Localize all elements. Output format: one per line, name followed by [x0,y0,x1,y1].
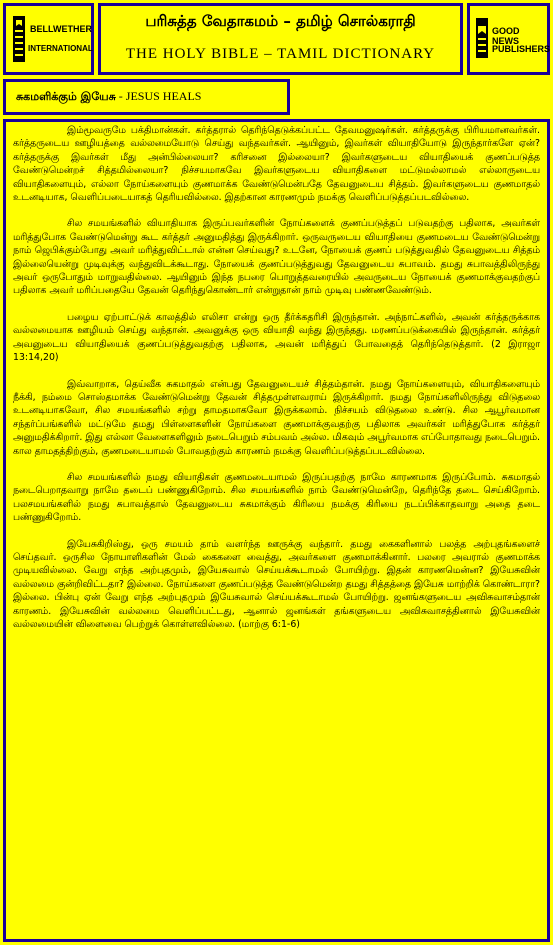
section-title [16,89,201,105]
publisher-name-line2: PUBLISHERS [492,44,551,54]
dictionary-title-box [98,3,463,75]
article-body [13,124,540,644]
section-title-tamil: சுகமளிக்கும் இயேசு [16,90,116,103]
bellwether-logo [3,3,94,75]
section-heading-box [3,79,290,115]
paragraph: பழைய ஏற்பாட்டுக் காலத்தில் எலிசா என்று ஒரு தீர்க்கதரிசி இருந்தான். அந்நாட்களில், அவன் கர்த்தருக்காக வல்லமையாக ஊழியம் செய்து வந்தான். அவனுக்கு ஒரு வியாதி வந்து இருந்தது. மரணப்படுக்கையில் இருந்தான். கர்த்தர் அவனுடைய வியாதியைக் குணப்படுத்துவதற்கு பதிலாக, அவன் மரித்துப் போவதைத் தெரிந்தெடுத்தார். (2 இராஜா 13:14,20) [13,311,540,364]
bellwether-name-line2: INTERNATIONAL [28,44,93,53]
article-body-box [3,119,550,942]
paragraph: இவ்வாறாக, தெய்வீக சுகமாதல் என்பது தேவனுடையச் சித்தம்தான். நமது நோய்களையும், வியாதிகளையும் நீக்கி, நம்மை சொஸ்தமாக்க வேண்டுமென்று தேவன் சித்தமுள்ளவராய் இருக்கிறார். நமது நோய்களிலிருந்து விடுதலை உடனடியாகவோ, சில சமயங்களில் சற்று தாமதமாகவோ இருக்கலாம். நிச்சயம் விடுதலை உண்டு. சில ஆபூர்வமான சந்தர்ப்பங்களில் மட்டுமே தமது பிள்ளைகளின் நோய்களை குணமாக்குவதற்கு பதிலாக அவர்கள் மரித்துபோக கர்த்தர் அனுமதிக்கிறார். இது எல்லா வேளைகளிலும் நடைபெறும் சம்பவம் அல்ல. மிகவும் அபூர்வமாக எப்போதாவது நடைபெறும். கால தாமதத்திற்கும், குணமடையாமல் போவதற்கும் காரணம் நமக்கு வெளிப்படுத்தப்படவில்லை. [13,378,540,457]
title-english: THE HOLY BIBLE – TAMIL DICTIONARY [125,46,436,62]
section-title-separator: - [115,89,126,103]
paragraph: இயேசுகிறிஸ்து, ஒரு சமயம் தாம் வளர்ந்த ஊருக்கு வந்தார். தமது கைகளினால் பலத்த அற்புதங்களைச் செய்தவர். ஒருசில நோயாளிகளின் மேல் கைகளை வைத்து, அவர்களை குணமாக்கினார். பலரை அவரால் குணமாக்க முடியவில்லை. வேறு எந்த அற்புதமும், இயேசுவால் செய்யக்கூடாமல் போயிற்று. இதன் காரணமென்ன? இயேசுவின் வல்லமை குன்றிவிட்டதா? இல்லை. நோய்களை குணப்படுத்த வேண்டுமென்ற தமது சித்தத்தை இயேசு மாற்றிக் கொண்டாரா? இல்லை. பின்பு ஏன் வேறு எந்த அற்புதமும் இயேசுவால் செய்யக்கூடாமல் போயிற்று. ஜனங்களுடைய அவிசுவாசம்தான் காரணம். இயேசுவின் வல்லமை வெளிப்பட்டது, ஆனால் ஜனங்கள் தங்களுடைய அவிசுவாசத்தினால் இயேசுவின் வல்லமையின் விளைவை பெற்றுக் கொள்ளவில்லை. (மாற்கு 6:1-6) [13,538,540,630]
section-title-english: JESUS HEALS [125,89,202,103]
bellwether-emblem-icon [6,6,91,72]
publisher-name-line1: GOOD NEWS [492,26,520,46]
paragraph: சில சமயங்களில் நமது வியாதிகள் குணமடையாமல் இருப்பதற்கு நாமே காரணமாக இருப்போம். சுகமாதல் நடைபெறாதவாறு நாமே தடைப் பண்ணுகிறோம். சில சமயங்களில் நாம் வேண்டுமென்றே, தெரிந்தே தடை செய்கிறோம். பலசமயங்களில் நமது சுபாவத்தால் தேவனுடைய சுகமாக்கும் கிரியை நமக்கு கிரியை நடப்பிக்காதவாறு அதை தடை பண்ணுகிறோம். [13,471,540,524]
good-news-publishers-logo [467,3,550,75]
paragraph: சில சமயங்களில் வியாதியாக இருப்பவர்களின் நோய்களைக் குணப்படுத்தப் படுவதற்கு பதிலாக, அவர்கள் மரித்துபோக வேண்டுமென்று கூட கர்த்தர் அனுமதித்து இருக்கிறார். ஒருவருடைய வியாதியை குணமடைய வேண்டுமென்று நாம் ஜெபிக்கும்போது அவர் மரித்துவிட்டால் என்ன செய்வது? உடனே, நோயைக் குணப் படுத்துவதில் தேவனுடைய சித்தம் இல்லையென்று முடிவுக்கு வந்துவிடக்கூடாது. நோயைக் குணப்படுத்துவது தேவனுடைய சுபாவம். தமது சுபாவத்திலிருந்து அவர் ஒருபோதும் மாறுவதில்லை. ஆயினும் இந்த நபரை பொறுத்தவரையில் அவருடைய நோயைக் குணமாக்குவதற்குப் பதிலாக அவர் மரிப்பதையே தேவன் தெரிந்துகொண்டார் என்றுதான் நாம் முடிவு பண்ணவேண்டும். [13,218,540,297]
paragraph: இம்மூவருமே பக்திமான்கள். கர்த்தரால் தெரிந்தெடுக்கப்பட்ட தேவமனுஷர்கள். கர்த்தருக்கு பிரியமானவர்கள். கர்த்தருடைய ஊழியத்தை வல்லமையோடு செய்து வந்தவர்கள். ஆயினும், இவர்கள் வியாதியோடு இருந்தார்களே ஏன்? கர்த்தருக்கு இவர்கள் மீது அன்பில்லையா? கரிசனை இல்லையா? இவர்களுடைய வியாதியைக் குணப்படுத்த வேண்டுமென்றச் சித்தமில்லையா? நிச்சயமாகவே இவர்களுடைய வியாதிகளை மட்டுமல்லாமல் எல்லாருடைய வியாதிகளையும், எல்லா நோய்களையும் குணமாக்க வேண்டுமென்பதே தேவனுடைய சித்தம். இவர்களுடைய குணமாதல் உடனடியாக, வெளிப்படையாகத் தெரியவில்லை. இதற்கான காரணமும் நமக்கு வெளிப்படுத்தப்படவில்லை. [13,125,540,204]
title-tamil: பரிசுத்த வேதாகமம் – தமிழ் சொல்கராதி [145,12,416,30]
bellwether-name-line1: BELLWETHER [30,24,92,34]
